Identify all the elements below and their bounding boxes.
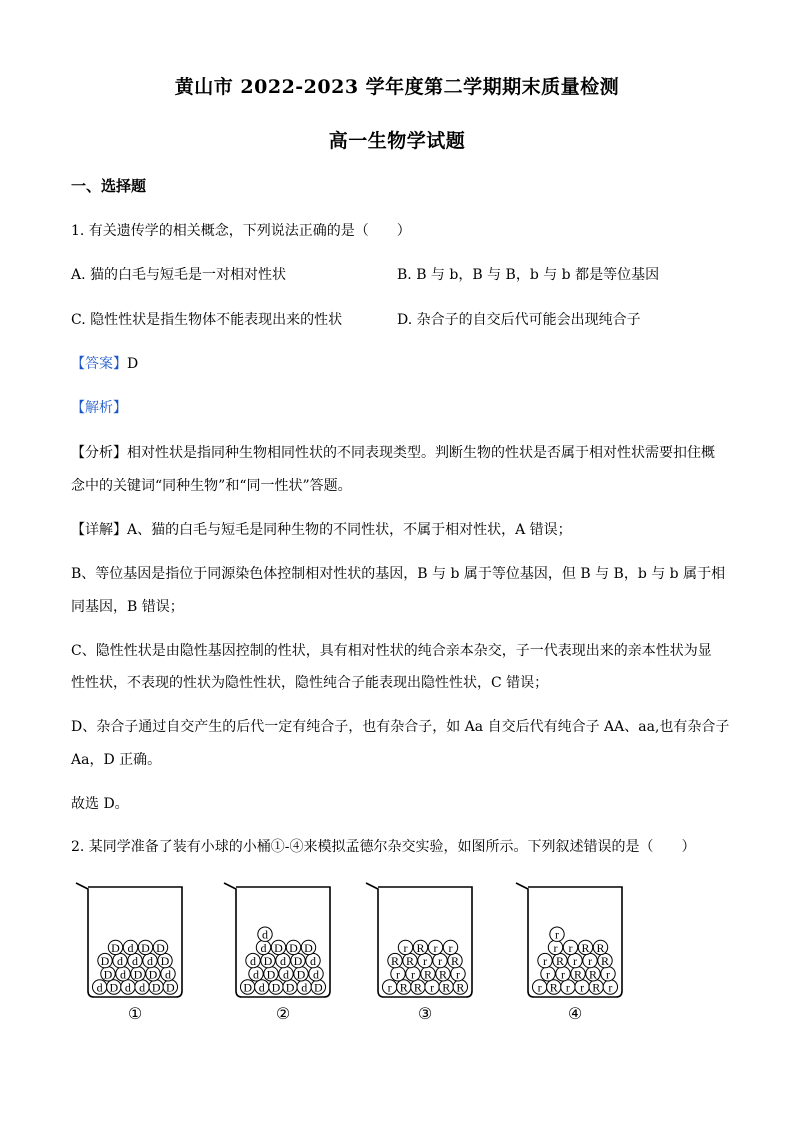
question-1-option-d: D. 杂合子的自交后代可能会出现纯合子 (397, 312, 641, 328)
ball-letter: R (416, 940, 425, 955)
ball-letter: d (124, 980, 131, 995)
analysis-detail-c-line-1: C、隐性性状是由隐性基因控制的性状，具有相对性状的纯合亲本杂交，子一代表现出来的亲本性状为显 (71, 643, 712, 659)
ball-letter: r (555, 927, 559, 942)
beaker-2 (224, 883, 330, 1023)
question-1-option-b: B. B 与 b，B 与 B，b 与 b 都是等位基因 (397, 267, 660, 283)
ball-letter: r (580, 980, 585, 995)
ball-letter: R (438, 967, 448, 982)
ball-letter: r (537, 980, 542, 995)
beaker-label: ④ (567, 1004, 583, 1023)
ball-letter: d (165, 967, 171, 982)
analysis-detail-d-line-1: D、杂合子通过自交产生的后代一定有纯合子，也有杂合子，如 Aa 自交后代有纯合子 AA、aa,也有杂合子 (71, 719, 730, 735)
ball-letter: D (141, 940, 150, 955)
ball-letter: D (133, 967, 143, 982)
ball-letter: r (543, 954, 547, 969)
ball-letter: d (310, 954, 316, 969)
analysis-detail-b-line-2: 同基因，B 错误； (71, 599, 184, 615)
ball-letter: R (405, 954, 415, 969)
ball-letter: r (546, 967, 550, 982)
ball-letter: r (588, 954, 592, 969)
analysis-conclusion: 故选 D。 (71, 796, 129, 812)
ball-letter: R (423, 967, 433, 982)
beaker-figure (0, 875, 794, 1035)
ball-letter: r (430, 980, 435, 995)
ball-letter: D (266, 967, 276, 982)
ball-letter: D (243, 980, 252, 995)
ball-letter: d (260, 940, 267, 955)
ball-letter: D (296, 967, 306, 982)
analysis-detail-a: 【详解】A、猫的白毛与短毛是同种生物的不同性状，不属于相对性状，A 错误； (71, 522, 572, 538)
ball-letter: d (96, 980, 103, 995)
ball-letter: d (250, 954, 256, 969)
ball-letter: r (573, 954, 577, 969)
exam-title: 黄山市 2022-2023 学年度第二学期期末质量检测 (174, 76, 620, 98)
analysis-detail-d-line-2: Aa，D 正确。 (71, 752, 162, 768)
ball-letter: D (274, 940, 283, 955)
beaker-label: ① (127, 1004, 143, 1023)
ball-letter: d (313, 967, 319, 982)
ball-letter: R (390, 954, 400, 969)
ball-letter: R (555, 954, 565, 969)
ball-letter: D (166, 980, 175, 995)
question-1-stem: 1. 有关遗传学的相关概念，下列说法正确的是（ ） (71, 223, 411, 239)
ball-letter: D (271, 980, 281, 995)
ball-letter: d (301, 980, 308, 995)
xiangjie-tag: 【详解】 (71, 522, 127, 538)
ball-letter: D (289, 940, 298, 955)
fenxi-tag: 【分析】 (71, 445, 127, 461)
ball-letter: d (253, 967, 259, 982)
question-2-stem: 2. 某同学准备了装有小球的小桶①-④来模拟孟德尔杂交实验，如图所示。下列叙述错误的是（ ） (71, 839, 696, 855)
section-heading: 一、选择题 (71, 177, 147, 195)
ball-letter: r (403, 940, 408, 955)
ball-letter: d (127, 940, 134, 955)
analysis-tag: 【解析】 (71, 400, 127, 416)
ball-letter: R (442, 980, 451, 995)
ball-letter: r (456, 967, 460, 982)
ball-letter: R (413, 980, 422, 995)
ball-letter: D (293, 954, 303, 969)
ball-letter: D (148, 967, 158, 982)
ball-letter: r (561, 967, 565, 982)
ball-letter: D (111, 940, 120, 955)
ball-letter: D (314, 980, 323, 995)
ball-letter: D (263, 954, 273, 969)
ball-letter: R (581, 940, 590, 955)
ball-letter: D (304, 940, 313, 955)
ball-letter: R (592, 980, 601, 995)
ball-letter: R (399, 980, 408, 995)
ball-letter: r (438, 954, 442, 969)
ball-letter: d (120, 967, 126, 982)
ball-letter: R (596, 940, 605, 955)
ball-letter: d (139, 980, 146, 995)
ball-letter: d (117, 954, 123, 969)
ball-letter: r (568, 940, 573, 955)
ball-letter: D (156, 940, 165, 955)
ball-letter: R (573, 967, 583, 982)
ball-letter: r (411, 967, 415, 982)
analysis-fenxi-line-2: 念中的关键词“同种生物”和“同一性状”答题。 (71, 478, 352, 494)
ball-letter: r (565, 980, 570, 995)
beaker-4 (516, 883, 622, 1023)
beaker-3 (366, 883, 472, 1023)
ball-letter: r (387, 980, 392, 995)
question-1-option-a: A. 猫的白毛与短毛是一对相对性状 (71, 267, 287, 283)
ball-letter: d (132, 954, 138, 969)
answer-value: D (127, 356, 139, 372)
ball-letter: d (262, 927, 268, 942)
ball-letter: D (151, 980, 161, 995)
analysis-fenxi-line-1: 【分析】相对性状是指同种生物相同性状的不同表现类型。判断生物的性状是否属于相对性状需要扣住概 (71, 445, 715, 461)
ball-letter: d (147, 954, 153, 969)
ball-letter: R (450, 954, 460, 969)
ball-letter: D (285, 980, 295, 995)
ball-letter: R (549, 980, 558, 995)
beaker-label: ③ (417, 1004, 433, 1023)
ball-letter: r (608, 980, 613, 995)
analysis-detail-c-line-2: 性性状，不表现的性状为隐性性状，隐性纯合子能表现出隐性性状，C 错误； (71, 675, 549, 691)
ball-letter: r (553, 940, 558, 955)
question-1-option-c: C. 隐性性状是指生物体不能表现出来的性状 (71, 312, 343, 328)
ball-letter: R (456, 980, 465, 995)
ball-letter: R (588, 967, 598, 982)
exam-subtitle: 高一生物学试题 (328, 130, 466, 152)
ball-letter: r (433, 940, 438, 955)
ball-letter: d (258, 980, 265, 995)
answer-line (71, 354, 138, 374)
ball-letter: r (396, 967, 400, 982)
ball-letter: R (600, 954, 610, 969)
ball-letter: D (100, 954, 110, 969)
beaker-label: ② (275, 1004, 291, 1023)
ball-letter: d (283, 967, 289, 982)
ball-letter: d (280, 954, 286, 969)
ball-letter: D (160, 954, 170, 969)
ball-letter: D (103, 967, 113, 982)
ball-letter: r (606, 967, 610, 982)
analysis-detail-b-line-1: B、等位基因是指位于同源染色体控制相对性状的基因，B 与 b 属于等位基因，但 B 与 B，b 与 b 属于相 (71, 566, 726, 582)
ball-letter: r (423, 954, 427, 969)
ball-letter: r (448, 940, 453, 955)
beaker-1 (76, 883, 182, 1023)
ball-letter: D (109, 980, 119, 995)
answer-tag: 【答案】 (71, 356, 127, 372)
